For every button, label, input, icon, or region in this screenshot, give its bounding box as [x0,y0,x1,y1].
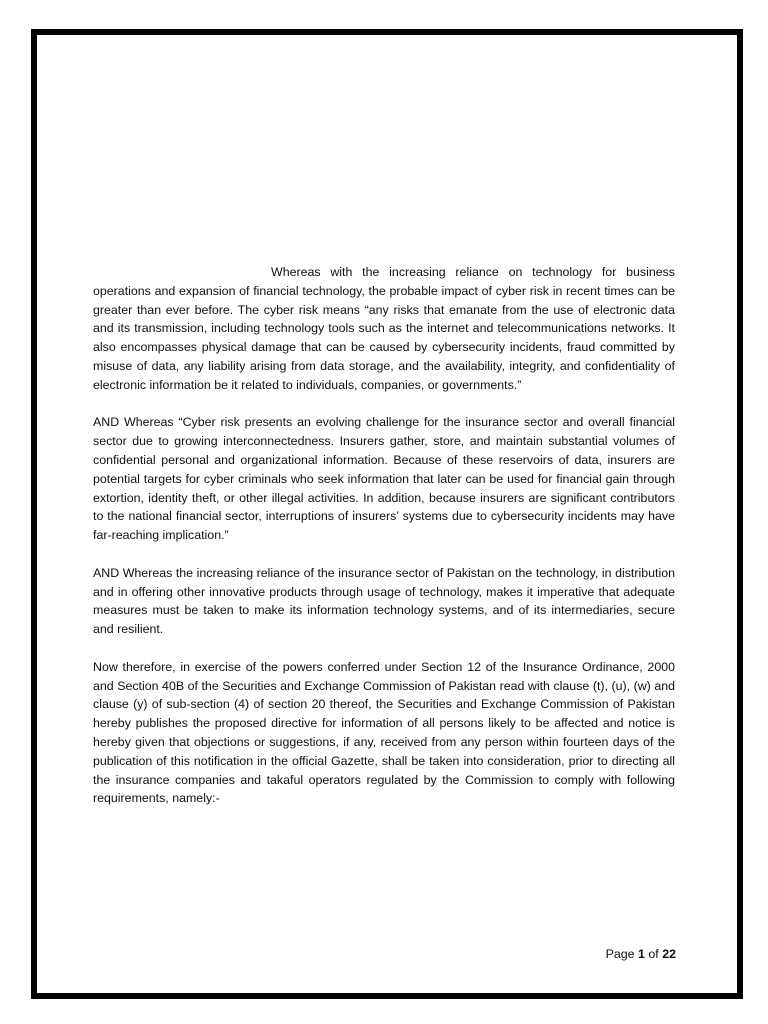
page-word: Page [605,947,635,961]
document-body [93,263,675,827]
current-page-number: 1 [638,947,645,961]
paragraph-and-whereas-reliance: AND Whereas the increasing reliance of the insurance sector of Pakistan on the technology, in distribution and in offering other innovative products through usage of technology, makes it imperative that adequate measures must be taken to make its information technology systems, and of its intermediaries, secure and resilient. [93,565,675,637]
paragraph-whereas-cyber-risk: Whereas with the increasing reliance on technology for business operations and expansion of financial technology, the probable impact of cyber risk in recent times can be greater than ever before. The cyber risk means “any risks that emanate from the use of electronic data and its transmission, including technology tools such as the internet and telecommunications networks. It also encompasses physical damage that can be caused by cybersecurity incidents, fraud committed by misuse of data, any liability arising from data storage, and the availability, integrity, and confidentiality of electronic information be it related to individuals, companies, or governments.” [93,265,675,392]
page-number [606,946,676,962]
of-word: of [648,947,659,961]
total-pages-number: 22 [662,947,676,961]
paragraph-now-therefore: Now therefore, in exercise of the powers conferred under Section 12 of the Insurance Ordinance, 2000 and Section 40B of the Securities and Exchange Commission of Pakistan read with clause (t), (u), (w) and clause (y) of sub-section (4) of section 20 thereof, the Securities and Exchange Commission of Pakistan hereby publishes the proposed directive for information of all persons likely to be affected and notice is hereby given that objections or suggestions, if any, received from any person within fourteen days of the publication of this notification in the official Gazette, shall be taken into consideration, prior to directing all the insurance companies and takaful operators regulated by the Commission to comply with following requirements, namely:- [93,659,675,806]
paragraph-and-whereas-evolving-challenge: AND Whereas “Cyber risk presents an evolving challenge for the insurance sector and overall financial sector due to growing interconnectedness. Insurers gather, store, and maintain substantial volumes of confidential personal and organizational information. Because of these reservoirs of data, insurers are potential targets for cyber criminals who seek information that later can be used for financial gain through extortion, identity theft, or other illegal activities. In addition, because insurers are significant contributors to the national financial sector, interruptions of insurers’ systems due to cybersecurity incidents may have far-reaching implication.” [93,415,675,543]
